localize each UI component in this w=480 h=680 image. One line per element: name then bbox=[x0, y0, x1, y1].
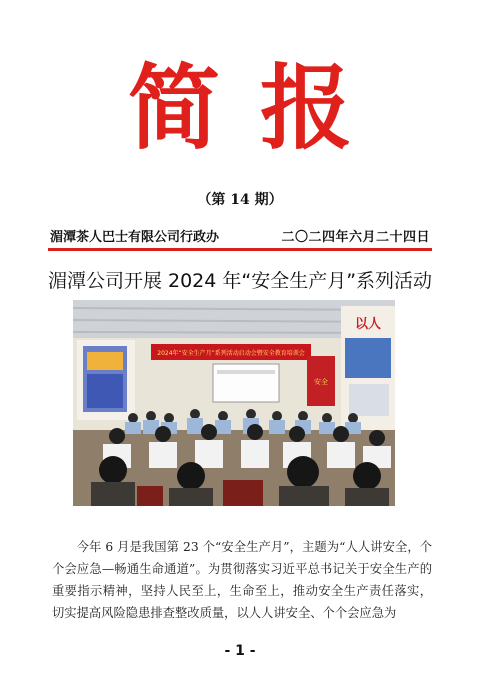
banner-text: 2024年“安全生产月”系列活动启动会暨安全教育培训会 bbox=[157, 350, 305, 357]
article-body bbox=[52, 536, 432, 624]
header-divider bbox=[48, 248, 432, 251]
body-paragraph: 今年 6 月是我国第 23 个“安全生产月”，主题为“人人讲安全，个个会应急—畅通生命通道”。为贯彻落实习近平总书记关于安全生产的重要指示精神，坚持人民至上，生命至上，推动安全生产责任落实，切实提高风险隐患排查整改质量，以人人讲安全、个个会应急为 bbox=[52, 540, 432, 620]
wall-slogan: 以人 bbox=[354, 317, 382, 332]
issuing-organization: 湄潭茶人巴士有限公司行政办 bbox=[50, 230, 220, 245]
masthead-title: 简报 bbox=[127, 54, 392, 162]
poster-text: 安全 bbox=[314, 378, 328, 386]
publication-meta bbox=[50, 226, 430, 244]
publication-date: 二〇二四年六月二十四日 bbox=[281, 230, 430, 245]
article-headline: 湄潭公司开展 2024 年“安全生产月”系列活动 bbox=[47, 270, 433, 292]
page-number: - 1 - bbox=[224, 643, 256, 659]
meeting-photo bbox=[73, 300, 395, 506]
issue-number: （第 14 期） bbox=[197, 192, 283, 208]
